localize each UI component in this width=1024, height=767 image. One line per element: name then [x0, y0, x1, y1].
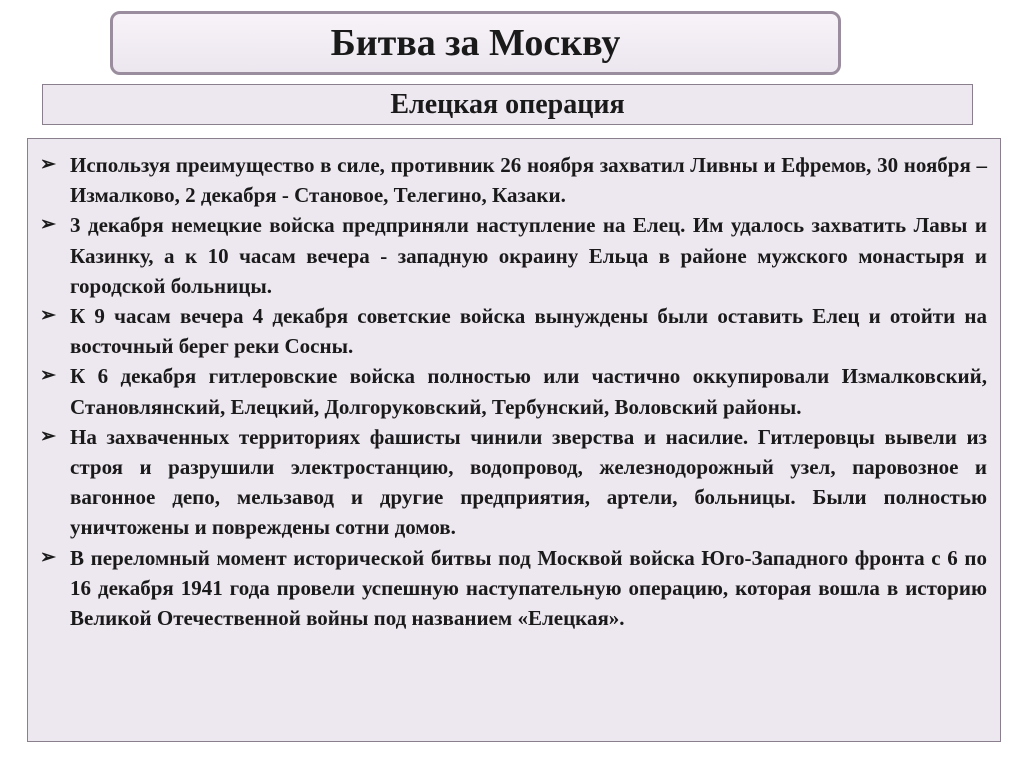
bullet-item — [40, 150, 987, 210]
arrowhead-bullet-icon: ➢ — [40, 365, 56, 387]
arrowhead-bullet-icon: ➢ — [40, 154, 56, 175]
arrowhead-bullet-icon: ➢ — [40, 214, 56, 236]
bullet-list — [40, 150, 987, 633]
bullet-item — [40, 210, 987, 301]
slide-subtitle: Елецкая операция — [390, 88, 625, 120]
arrowhead-bullet-icon: ➢ — [40, 305, 56, 327]
bullet-text: На захваченных территориях фашисты чинили зверства и насилие. Гитлеровцы вывели из строя и разрушили электростанцию, водопровод, железнодорожный узел, паровозное и вагонное депо, мельзавод и другие предприятия, артели, больницы. Были полностью уничтожены и повреждены сотни домов. — [70, 424, 987, 540]
arrowhead-bullet-icon: ➢ — [40, 425, 56, 447]
bullet-item — [40, 422, 987, 543]
bullet-text: 3 декабря немецкие войска предприняли наступление на Елец. Им удалось захватить Лавы и Казинку, а к 10 часам вечера - западную окраину Ельца в районе мужского монастыря и городской больницы. — [70, 213, 987, 298]
slide-title: Битва за Москву — [330, 22, 621, 64]
content-box — [27, 138, 1001, 742]
bullet-item — [40, 301, 987, 361]
bullet-item — [40, 543, 987, 634]
title-box — [110, 11, 841, 75]
bullet-text: К 6 декабря гитлеровские войска полностью или частично оккупировали Измалковский, Становлянский, Елецкий, Долгоруковский, Тербунский, Воловский районы. — [70, 364, 987, 419]
bullet-text: Используя преимущество в силе, противник 26 ноября захватил Ливны и Ефремов, 30 ноября – Измалково, 2 декабря - Становое, Телегино, Казаки. — [70, 153, 987, 208]
subtitle-box — [42, 84, 973, 125]
bullet-item — [40, 361, 987, 421]
bullet-text: В переломный момент исторической битвы под Москвой войска Юго-Западного фронта с 6 по 16 декабря 1941 года провели успешную наступательную операцию, которая вошла в историю Великой Отечественной войны под названием «Елецкая». — [70, 545, 987, 631]
arrowhead-bullet-icon: ➢ — [40, 546, 56, 568]
bullet-text: К 9 часам вечера 4 декабря советские войска вынуждены были оставить Елец и отойти на восточный берег реки Сосны. — [70, 304, 987, 359]
